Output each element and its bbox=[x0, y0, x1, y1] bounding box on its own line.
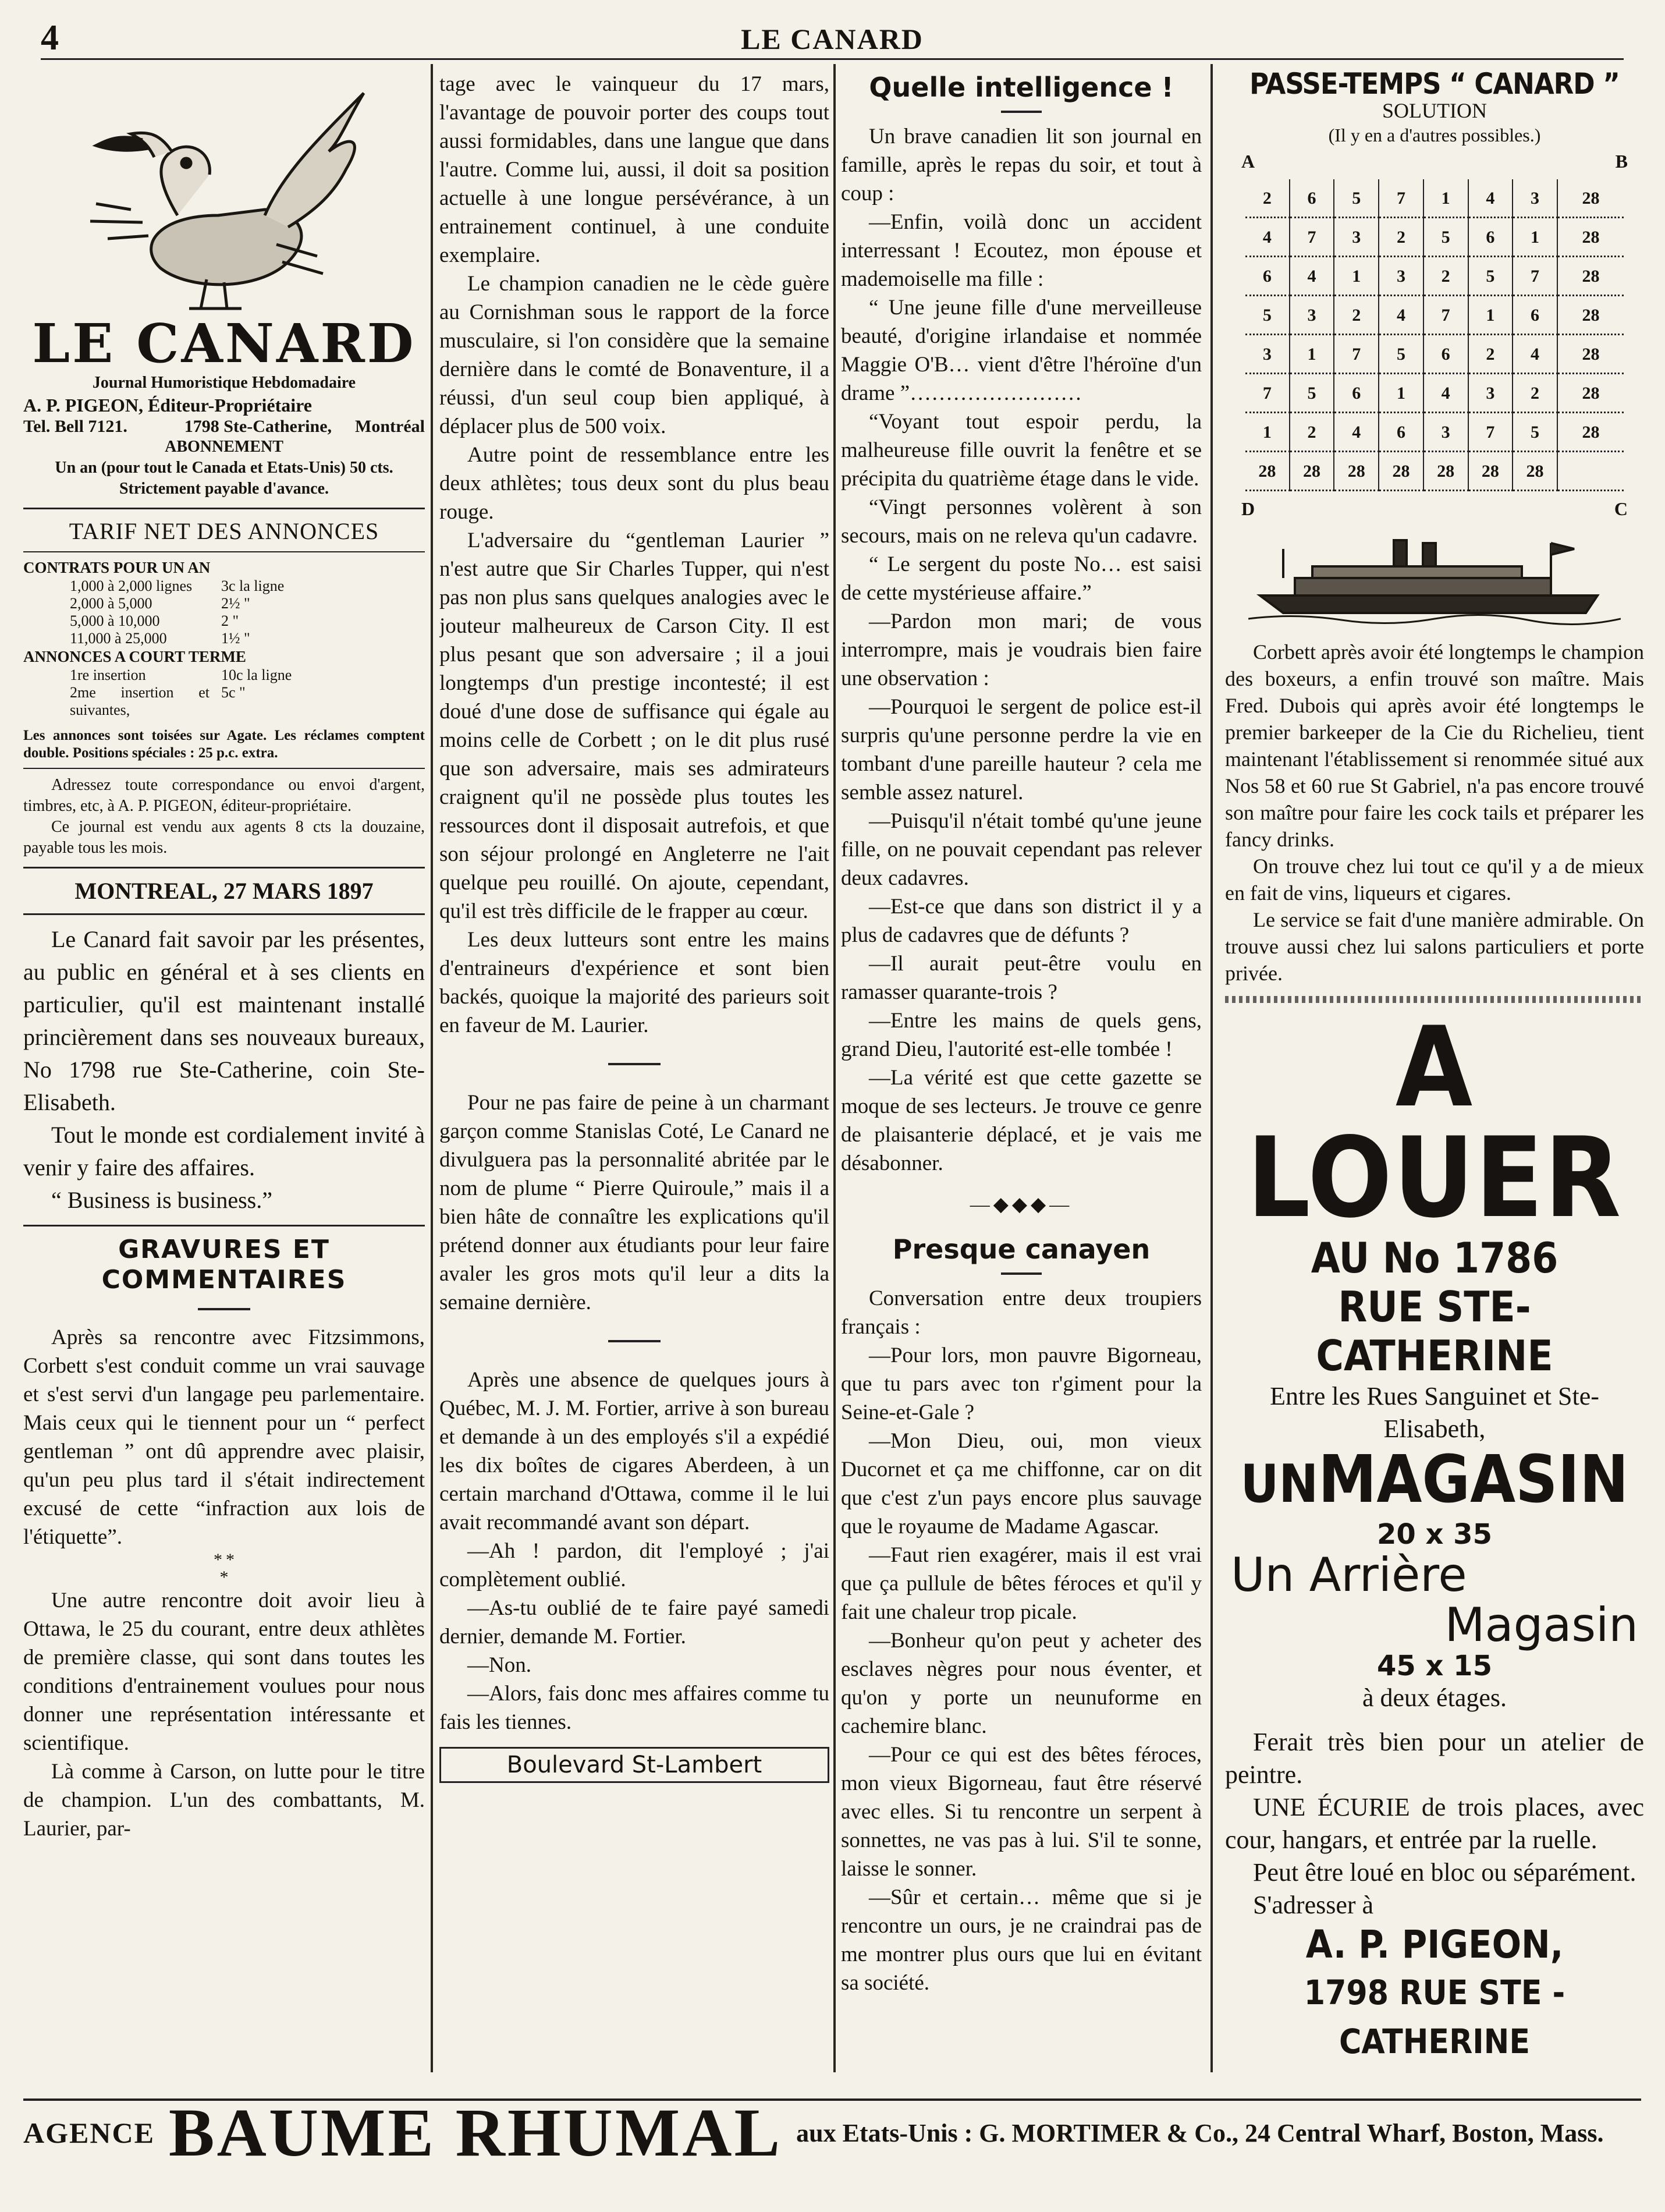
article-paragraph: —Ah ! pardon, dit l'employé ; j'ai complètement oublié. bbox=[439, 1539, 829, 1591]
grid-cell: 28 bbox=[1245, 452, 1290, 491]
footer-agence: AGENCE bbox=[23, 2117, 155, 2149]
grid-cell: 28 bbox=[1513, 452, 1557, 491]
grid-cell: 4 bbox=[1290, 257, 1334, 296]
rent-ad-number: AU No 1786 bbox=[1311, 1233, 1559, 1282]
contract-row: 1,000 à 2,000 lignes 3c la ligne bbox=[70, 577, 285, 594]
short-term-table bbox=[23, 667, 425, 719]
grid-cell: 28 bbox=[1379, 452, 1423, 491]
corner-label: C bbox=[1614, 498, 1628, 519]
article-paragraph: “ Le sergent du poste No… est saisi de cette mystérieuse affaire.” bbox=[841, 552, 1202, 605]
rent-ad-contact: A. P. PIGEON, bbox=[1305, 1922, 1564, 1967]
subscription-text: Un an (pour tout le Canada et Etats-Unis) 50 cts. Strictement payable d'avance. bbox=[55, 459, 393, 498]
article-paragraph: Le champion canadien ne le cède guère au Cornishman sous le rapport de la force musculaire, si l'on considère que la semaine dernière dans le comté de Bonaventure, il a réussi, d'un seul coup bien appliqué, à déplacer plus de 500 voix. bbox=[439, 272, 829, 438]
solution-note: (Il y en a d'autres possibles.) bbox=[1328, 125, 1541, 146]
article-paragraph: Autre point de ressemblance entre les deux athlètes; tous deux sont du plus beau rouge. bbox=[439, 443, 829, 524]
grid-cell: 1 bbox=[1513, 218, 1557, 257]
grid-cell: 28 bbox=[1468, 452, 1513, 491]
article-paragraph: —Pourquoi le sergent de police est-il surpris qu'une personne perdre la vie en tombant d'une pareille hauteur ? cela me semble assez naturel. bbox=[841, 695, 1202, 804]
column-divider bbox=[431, 64, 433, 2072]
corner-label: D bbox=[1241, 498, 1255, 519]
bar-ad-paragraph: On trouve chez lui tout ce qu'il y a de mieux en fait de vins, liqueurs et cigares. bbox=[1225, 855, 1644, 905]
grid-cell bbox=[1557, 452, 1624, 491]
ad-rates-heading: TARIF NET DES ANNONCES bbox=[69, 518, 379, 544]
article-paragraph: —La vérité est que cette gazette se moque de ses lecteurs. Je trouve ce genre de plaisanterie déplacé, et je vais me désabonner. bbox=[841, 1066, 1202, 1175]
grid-cell: 1 bbox=[1379, 374, 1423, 413]
grid-cell: 1 bbox=[1468, 296, 1513, 335]
grid-cell: 4 bbox=[1423, 374, 1468, 413]
page-number: 4 bbox=[41, 18, 59, 58]
rent-ad-location: Entre les Rues Sanguinet et Ste-Elisabeth, bbox=[1270, 1382, 1599, 1443]
grid-cell: 5 bbox=[1379, 335, 1423, 374]
grid-cell: 28 bbox=[1557, 413, 1624, 452]
grid-cell: 7 bbox=[1290, 218, 1334, 257]
rent-ad-paragraph: Peut être loué en bloc ou séparément. bbox=[1253, 1858, 1636, 1887]
city: Montréal bbox=[355, 417, 425, 436]
article-paragraph: Après sa rencontre avec Fitzsimmons, Corbett s'est conduit comme un vrai sauvage et s'est servi d'un langage peu parlementaire. Mais ceux qui le tiennent pour un “ perfect gentleman ” ont dû apprendre avec plaisir, qu'un peu plus tard il s'était indirectement excusé de cette “infraction aux lois de l'étiquette”. bbox=[23, 1325, 425, 1549]
grid-row bbox=[1245, 452, 1624, 491]
grid-cell: 2 bbox=[1468, 335, 1513, 374]
grid-cell: 4 bbox=[1334, 413, 1379, 452]
article-paragraph: —Il aurait peut-être voulu en ramasser quarante-trois ? bbox=[841, 952, 1202, 1004]
grid-cell: 6 bbox=[1468, 218, 1513, 257]
grid-cell: 1 bbox=[1423, 179, 1468, 218]
grid-row bbox=[1245, 257, 1624, 296]
agents-note: Ce journal est vendu aux agents 8 cts la douzaine, payable tous les mois. bbox=[23, 818, 425, 857]
duck-logo-icon bbox=[73, 70, 375, 314]
steamboat-icon bbox=[1248, 531, 1621, 630]
grid-cell: 4 bbox=[1245, 218, 1290, 257]
grid-cell: 7 bbox=[1379, 179, 1423, 218]
article-paragraph: Les deux lutteurs sont entre les mains d'entraineurs d'expérience et sont bien backés, quoique la majorité des parieurs soit en faveur de M. Laurier. bbox=[439, 928, 829, 1037]
grid-cell: 5 bbox=[1245, 296, 1290, 335]
page-header bbox=[41, 17, 1624, 60]
section-ornament: —◆◆◆— bbox=[970, 1194, 1073, 1215]
rent-ad-contact-address: 1798 RUE STE - CATHERINE bbox=[1304, 1973, 1565, 2061]
footer-ad bbox=[23, 2094, 1641, 2171]
grid-cell: 5 bbox=[1423, 218, 1468, 257]
article-paragraph: Conversation entre deux troupiers français : bbox=[841, 1286, 1202, 1339]
editor-address: 1798 Ste-Catherine, bbox=[184, 417, 332, 436]
grid-row bbox=[1245, 218, 1624, 257]
article-paragraph: Un brave canadien lit son journal en famille, après le repas du soir, et tout à coup : bbox=[841, 125, 1202, 205]
grid-cell: 6 bbox=[1423, 335, 1468, 374]
article-heading: Quelle intelligence ! bbox=[869, 72, 1174, 103]
article-paragraph: —Pardon mon mari; de vous interrompre, mais je voudrais bien faire une observation : bbox=[841, 609, 1202, 690]
article-paragraph: “Voyant tout espoir perdu, la malheureuse fille ouvrit la fenêtre et se précipita du quatrième étage dans le vide. bbox=[841, 410, 1202, 491]
corner-label: B bbox=[1615, 151, 1628, 172]
grid-cell: 7 bbox=[1245, 374, 1290, 413]
short-term-row: 1re insertion 10c la ligne bbox=[70, 667, 292, 683]
grid-cell: 1 bbox=[1245, 413, 1290, 452]
contracts-table bbox=[23, 577, 425, 647]
grid-cell: 28 bbox=[1557, 374, 1624, 413]
grid-cell: 6 bbox=[1379, 413, 1423, 452]
paper-subtitle: Journal Humoristique Hebdomadaire bbox=[92, 374, 356, 392]
grid-cell: 3 bbox=[1468, 374, 1513, 413]
puzzle-heading: PASSE-TEMPS “ CANARD ” bbox=[1249, 70, 1620, 101]
article-paragraph: —Entre les mains de quels gens, grand Dieu, l'autorité est-elle tombée ! bbox=[841, 1009, 1202, 1061]
article-paragraph: Pour ne pas faire de peine à un charmant garçon comme Stanislas Coté, Le Canard ne divulguera pas la personnalité abritée par le nom de plume “ Pierre Quiroule,” mais il a bien hâte de connaître les explications qu'il prétend donner aux étudiants pour leur faire avaler les gros mots qu'il leur a dits la semaine dernière. bbox=[439, 1091, 829, 1314]
contract-row: 2,000 à 5,000 2½ " bbox=[70, 595, 250, 612]
footer-agent: aux Etats-Unis : G. MORTIMER & Co., 24 Central Wharf, Boston, Mass. bbox=[796, 2118, 1604, 2147]
notice-paragraph: Tout le monde est cordialement invité à venir y faire des affaires. bbox=[23, 1122, 425, 1181]
article-paragraph: —Est-ce que dans son district il y a plus de cadavres que de défunts ? bbox=[841, 895, 1202, 947]
grid-cell: 7 bbox=[1334, 335, 1379, 374]
grid-cell: 6 bbox=[1513, 296, 1557, 335]
article-paragraph: “ Une jeune fille d'une merveilleuse beauté, d'origine irlandaise et nommée Maggie O'B… vient d'être l'héroïne d'un drame ”…………………… bbox=[841, 296, 1202, 405]
article-paragraph: “Vingt personnes volèrent à son secours, mais on ne releva qu'un cadavre. bbox=[841, 495, 1202, 548]
bar-ad-paragraph: Le service se fait d'une manière admirable. On trouve aussi chez lui salons particuliers et porte privée. bbox=[1225, 908, 1644, 985]
grid-cell: 3 bbox=[1423, 413, 1468, 452]
grid-cell: 4 bbox=[1379, 296, 1423, 335]
puzzle-grid bbox=[1245, 179, 1624, 491]
issue-date: MONTREAL, 27 MARS 1897 bbox=[74, 878, 374, 904]
grid-row bbox=[1245, 179, 1624, 218]
article-paragraph: —Pour lors, mon pauvre Bigorneau, que tu pars avec ton r'giment pour la Seine-et-Gale ? bbox=[841, 1343, 1202, 1424]
grid-cell: 28 bbox=[1423, 452, 1468, 491]
grid-row bbox=[1245, 296, 1624, 335]
grid-cell: 6 bbox=[1334, 374, 1379, 413]
grid-cell: 1 bbox=[1290, 335, 1334, 374]
grid-cell: 7 bbox=[1513, 257, 1557, 296]
grid-cell: 4 bbox=[1468, 179, 1513, 218]
grid-row bbox=[1245, 374, 1624, 413]
grid-cell: 6 bbox=[1290, 179, 1334, 218]
grid-cell: 3 bbox=[1379, 257, 1423, 296]
contract-row: 5,000 à 10,000 2 " bbox=[70, 612, 239, 629]
grid-cell: 2 bbox=[1245, 179, 1290, 218]
rent-ad-rear-shop: Magasin bbox=[1444, 1598, 1638, 1652]
column-masthead bbox=[23, 70, 425, 2078]
rent-ad-title: A LOUER bbox=[1247, 1003, 1623, 1242]
grid-cell: 4 bbox=[1513, 335, 1557, 374]
grid-cell: 28 bbox=[1557, 257, 1624, 296]
grid-cell: 3 bbox=[1334, 218, 1379, 257]
running-title: LE CANARD bbox=[741, 23, 924, 55]
article-paragraph: —Alors, fais donc mes affaires comme tu fais les tiennes. bbox=[439, 1682, 829, 1734]
rent-ad-street: RUE STE-CATHERINE bbox=[1316, 1282, 1553, 1380]
notice-paragraph: Le Canard fait savoir par les présentes, au public en général et à ses clients en particulier, qu'il est maintenant installé princièrement dans ses nouveaux bureaux, No 1798 rue Ste-Catherine, coin Ste-Elisabeth. bbox=[23, 926, 425, 1115]
article-paragraph: tage avec le vainqueur du 17 mars, l'avantage de pouvoir porter des coups tout aussi formidables, dans une langue que dans l'autre. Comme lui, aussi, il doit sa position actuelle à une longue persévérance, à un entrainement continuel, à une conduite exemplaire. bbox=[439, 72, 829, 267]
short-term-heading: ANNONCES A COURT TERME bbox=[23, 648, 246, 665]
article-paragraph: Là comme à Carson, on lutte pour le titre de champion. L'un des combattants, M. Laurier, par- bbox=[23, 1760, 425, 1841]
footer-brand: BAUME RHUMAL bbox=[168, 2094, 783, 2171]
rent-ad-paragraph: UNE ÉCURIE de trois places, avec cour, hangars, et entrée par la ruelle. bbox=[1225, 1793, 1644, 1854]
column-puzzle-ads bbox=[1225, 70, 1644, 2078]
column-divider bbox=[1210, 64, 1213, 2072]
rent-ad-dimension: 45 x 15 bbox=[1377, 1650, 1492, 1682]
grid-cell: 5 bbox=[1334, 179, 1379, 218]
grid-row bbox=[1245, 413, 1624, 452]
column-divider bbox=[833, 64, 836, 2072]
article-paragraph: Après une absence de quelques jours à Québec, M. J. M. Fortier, arrive à son bureau et demande à un des employés s'il a expédié les dix boîtes de cigares Aberdeen, à un certain marchand d'Ottawa, comme il le lui avait recommandé avant son départ. bbox=[439, 1368, 829, 1534]
article-paragraph: —Mon Dieu, oui, mon vieux Ducornet et ça me chiffonne, car on dit que c'est z'un pays encore plus sauvage que le royaume de Madame Agascar. bbox=[841, 1429, 1202, 1539]
grid-cell: 3 bbox=[1513, 179, 1557, 218]
contracts-heading: CONTRATS POUR UN AN bbox=[23, 559, 211, 576]
telephone: Tel. Bell 7121. bbox=[23, 417, 127, 436]
grid-cell: 2 bbox=[1379, 218, 1423, 257]
bar-ad-paragraph: Corbett après avoir été longtemps le champion des boxeurs, a enfin trouvé son maître. Mais Fred. Dubois qui après avoir été longtemps le premier barkeeper de la Cie du Richelieu, tient maintenant l'établissement si renommée situé aux Nos 58 et 60 rue St Gabriel, n'a pas encore trouvé son maître pour faire les cock tails et préparer les fancy drinks. bbox=[1225, 640, 1644, 851]
grid-cell: 5 bbox=[1468, 257, 1513, 296]
section-stars: * * * bbox=[213, 1550, 235, 1587]
article-heading: Presque canayen bbox=[892, 1233, 1151, 1265]
rent-ad-rear: Un Arrière bbox=[1231, 1548, 1467, 1602]
ad-notes: Les annonces sont toisées sur Agate. Les réclames comptent double. Positions spéciales : 25 p.c. extra. bbox=[23, 728, 425, 761]
grid-cell: 28 bbox=[1557, 218, 1624, 257]
article-paragraph: —Puisqu'il n'était tombé qu'une jeune fille, on ne pouvait cependant pas relever deux cadavres. bbox=[841, 809, 1202, 890]
correspondence-note: Adressez toute correspondance ou envoi d'argent, timbres, etc, à A. P. PIGEON, éditeur-propriétaire. bbox=[23, 776, 425, 815]
grid-cell: 28 bbox=[1557, 296, 1624, 335]
grid-cell: 3 bbox=[1245, 335, 1290, 374]
grid-cell: 1 bbox=[1334, 257, 1379, 296]
grid-cell: 2 bbox=[1290, 413, 1334, 452]
rent-ad-un: UN bbox=[1240, 1454, 1319, 1515]
grid-cell: 28 bbox=[1334, 452, 1379, 491]
short-term-row: 2me insertion et suivantes, 5c " bbox=[70, 684, 246, 718]
contract-row: 11,000 à 25,000 1½ " bbox=[70, 630, 250, 647]
rent-ad-magasin: MAGASIN bbox=[1318, 1442, 1629, 1518]
author-signature: Boulevard St-Lambert bbox=[439, 1747, 829, 1783]
column-humor bbox=[841, 70, 1202, 2078]
grid-cell: 2 bbox=[1334, 296, 1379, 335]
article-paragraph: L'adversaire du “gentleman Laurier ” n'est autre que Sir Charles Tupper, qui n'est pas non plus sans quelques analogies avec le jouteur malheureux de Carson City. Il est plus pesant que son adversaire ; il a joui longtemps d'un prestige incontesté; il est doué d'une dose de suffisance qui égale au moins celle de Corbett ; on le dit plus rusé que son adversaire, mais ses admirateurs craignent qu'il ne possède plus toutes les ressources dont il disposait autrefois, et que son séjour prolongé en Angleterre ne l'ait quelque peu rouillé. On ajoute, cependant, qu'il est très difficile de le frapper au cœur. bbox=[439, 529, 829, 923]
article-paragraph: —Faut rien exagérer, mais il est vrai que ça pullule de bêtes féroces et qu'il y fait une chaleur trop picale. bbox=[841, 1543, 1202, 1624]
column-commentary bbox=[439, 70, 829, 2078]
grid-cell: 7 bbox=[1468, 413, 1513, 452]
article-paragraph: —Sûr et certain… même que si je rencontre un ours, je ne craindrai pas de me montrer plus ours que lui en évitant sa société. bbox=[841, 1885, 1202, 1995]
subscription-heading: ABONNEMENT bbox=[165, 438, 283, 456]
rent-ad-paragraph: S'adresser à bbox=[1253, 1891, 1374, 1919]
grid-cell: 5 bbox=[1290, 374, 1334, 413]
grid-row bbox=[1245, 335, 1624, 374]
rent-ad-paragraph: Ferait très bien pour un atelier de peintre. bbox=[1225, 1728, 1644, 1789]
article-paragraph: —Enfin, voilà donc un accident interressant ! Ecoutez, mon épouse et mademoiselle ma fille : bbox=[841, 210, 1202, 291]
rent-ad-floors: à deux étages. bbox=[1362, 1683, 1507, 1712]
paper-title: LE CANARD bbox=[32, 312, 416, 375]
solution-label: SOLUTION bbox=[1382, 99, 1487, 122]
grid-cell: 28 bbox=[1557, 179, 1624, 218]
notice-paragraph: “ Business is business.” bbox=[51, 1187, 272, 1213]
grid-cell: 2 bbox=[1513, 374, 1557, 413]
grid-cell: 6 bbox=[1245, 257, 1290, 296]
article-paragraph: —Pour ce qui est des bêtes féroces, mon vieux Bigorneau, faut être réservé avec elles. Si tu rencontre un serpent à sonnettes, ne vas pas à lui. S'il te sonne, laisse le sonner. bbox=[841, 1743, 1202, 1881]
article-paragraph: —As-tu oublié de te faire payé samedi dernier, demande M. Fortier. bbox=[439, 1596, 829, 1649]
grid-cell: 7 bbox=[1423, 296, 1468, 335]
grid-cell: 5 bbox=[1513, 413, 1557, 452]
section-heading: GRAVURES ET bbox=[118, 1235, 330, 1264]
section-heading: COMMENTAIRES bbox=[101, 1265, 347, 1295]
corner-label: A bbox=[1241, 151, 1255, 172]
grid-cell: 2 bbox=[1423, 257, 1468, 296]
editor-line: A. P. PIGEON, Éditeur-Propriétaire bbox=[23, 395, 312, 416]
grid-cell: 28 bbox=[1557, 335, 1624, 374]
article-paragraph: —Bonheur qu'on peut y acheter des esclaves nègres pour nous éventer, et qu'on y porte un neunuforme en cachemire blanc. bbox=[841, 1629, 1202, 1738]
grid-cell: 28 bbox=[1290, 452, 1334, 491]
article-paragraph: Une autre rencontre doit avoir lieu à Ottawa, le 25 du courant, entre deux athlètes de première classe, qui sont dans toutes les conditions d'entrainement voulues pour nous donner une représentation intéressante et scientifique. bbox=[23, 1589, 425, 1755]
article-paragraph: —Non. bbox=[467, 1653, 531, 1677]
grid-cell: 3 bbox=[1290, 296, 1334, 335]
rent-ad-dimension: 20 x 35 bbox=[1377, 1518, 1492, 1551]
